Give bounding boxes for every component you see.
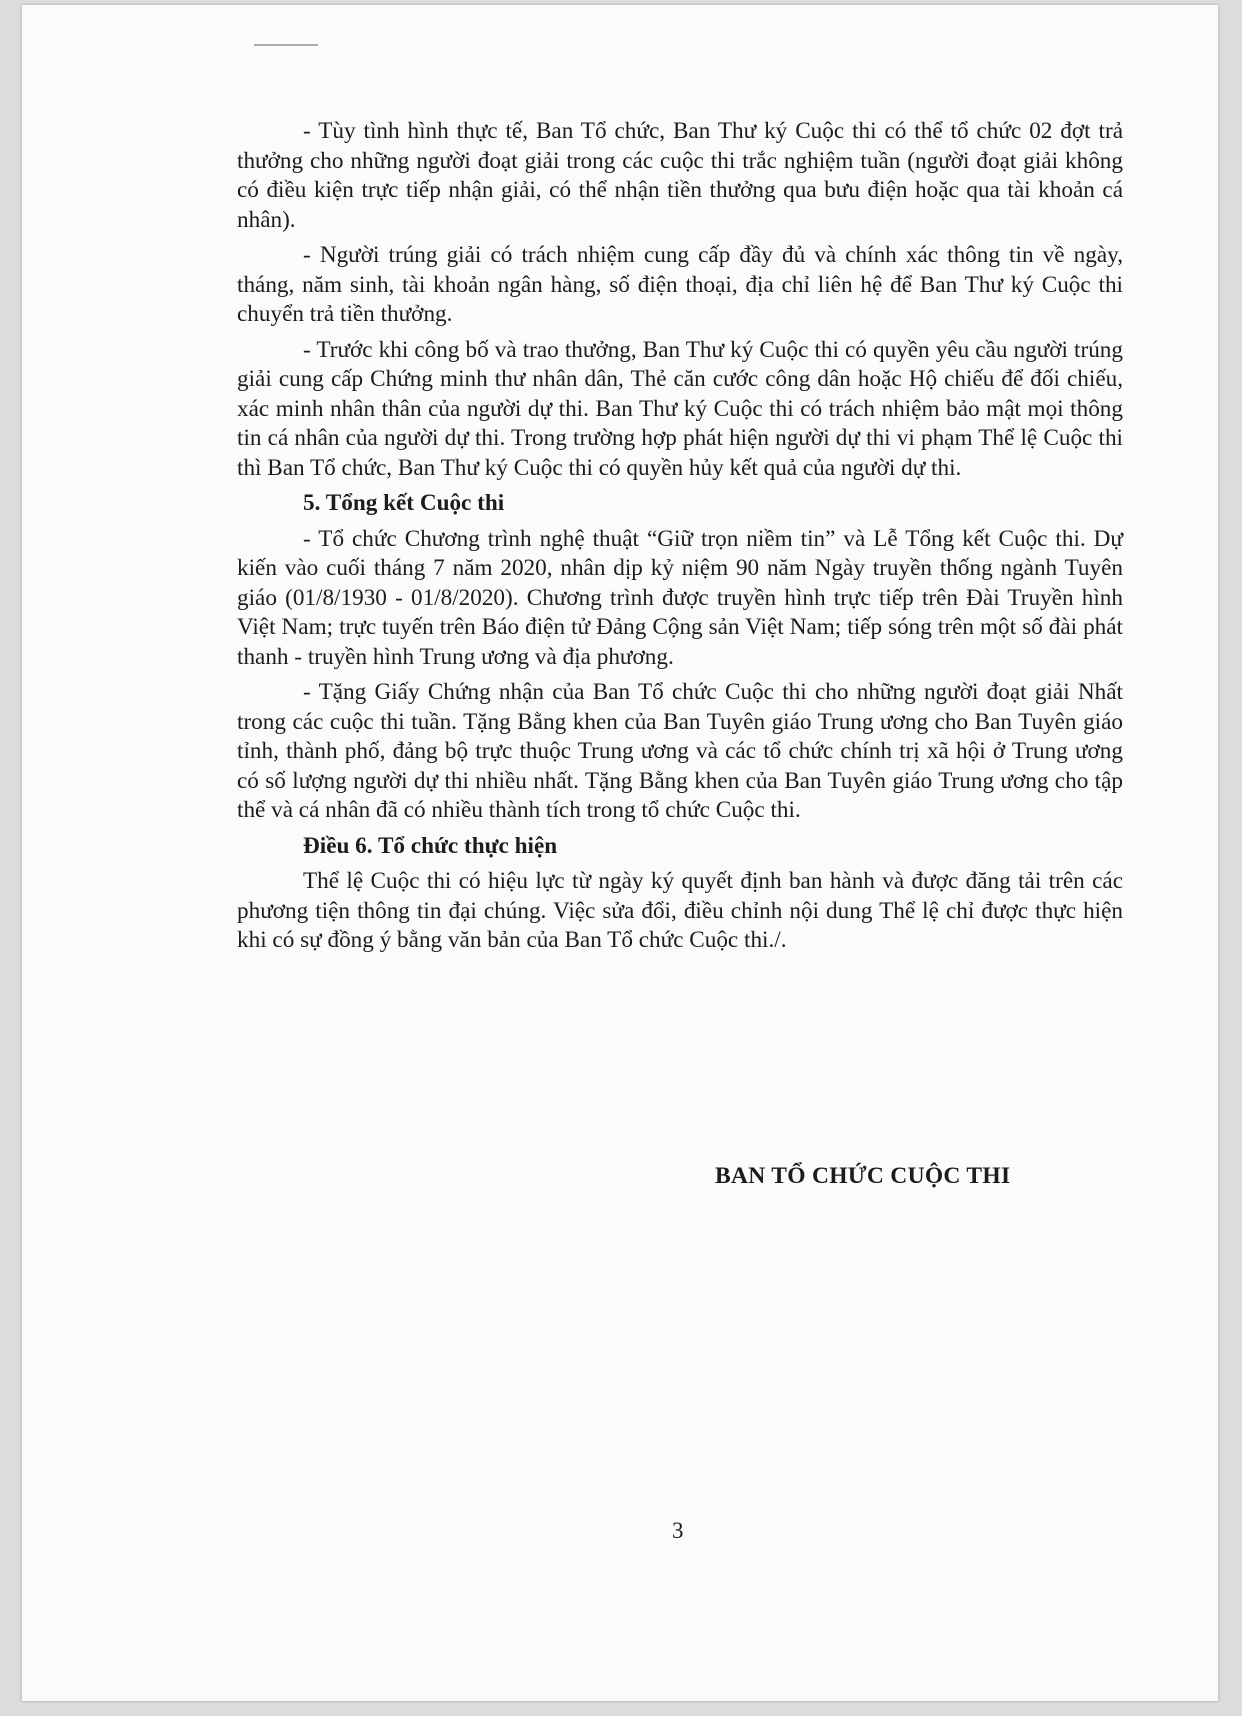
signature-block: BAN TỔ CHỨC CUỘC THI [715,1163,1011,1189]
page-number: 3 [672,1518,684,1543]
paragraph-art-program: - Tổ chức Chương trình nghệ thuật “Giữ trọn niềm tin” và Lễ Tổng kết Cuộc thi. Dự kiến vào cuối tháng 7 năm 2020, nhân dịp kỷ niệm 90 năm Ngày truyền thống ngành Tuyên giáo (01/8/1930 - 01/8/2020). Chương trình được truyền hình trực tiếp trên Đài Truyền hình Việt Nam; trực tuyến trên Báo điện tử Đảng Cộng sản Việt Nam; tiếp sóng trên một số đài phát thanh - truyền hình Trung ương và địa phương. [237,525,1123,670]
section-5-heading: 5. Tổng kết Cuộc thi [303,490,505,516]
header-divider [254,44,318,46]
paragraph-identity-verification: - Trước khi công bố và trao thưởng, Ban Thư ký Cuộc thi có quyền yêu cầu người trúng giải cung cấp Chứng minh thư nhân dân, Thẻ căn cước công dân hoặc Hộ chiếu để đối chiếu, xác minh nhân thân của người dự thi. Ban Thư ký Cuộc thi có trách nhiệm bảo mật mọi thông tin cá nhân của người dự thi. Trong trường hợp phát hiện người dự thi vi phạm Thể lệ Cuộc thi thì Ban Tổ chức, Ban Thư ký Cuộc thi có quyền hủy kết quả của người dự thi. [237,336,1123,481]
paragraph-certificates: - Tặng Giấy Chứng nhận của Ban Tổ chức Cuộc thi cho những người đoạt giải Nhất trong các cuộc thi tuần. Tặng Bằng khen của Ban Tuyên giáo Trung ương cho Ban Tuyên giáo tỉnh, thành phố, đảng bộ trực thuộc Trung ương và các tổ chức chính trị xã hội ở Trung ương có số lượng người dự thi nhiều nhất. Tặng Bằng khen của Ban Tuyên giáo Trung ương cho tập thể và cá nhân đã có nhiều thành tích trong tổ chức Cuộc thi. [237,679,1123,823]
article-6-heading: Điều 6. Tổ chức thực hiện [303,832,558,859]
document-body [237,117,1123,962]
paragraph-winner-information: - Người trúng giải có trách nhiệm cung cấp đầy đủ và chính xác thông tin về ngày, tháng, năm sinh, tài khoản ngân hàng, số điện thoại, địa chỉ liên hệ để Ban Thư ký Cuộc thi chuyển trả tiền thưởng. [237,242,1123,327]
paragraph-implementation: Thể lệ Cuộc thi có hiệu lực từ ngày ký quyết định ban hành và được đăng tải trên các phương tiện thông tin đại chúng. Việc sửa đổi, điều chỉnh nội dung Thể lệ chỉ được thực hiện khi có sự đồng ý bằng văn bản của Ban Tổ chức Cuộc thi./. [237,868,1123,953]
paragraph-award-payment: - Tùy tình hình thực tế, Ban Tổ chức, Ban Thư ký Cuộc thi có thể tổ chức 02 đợt trả thưởng cho những người đoạt giải trong các cuộc thi trắc nghiệm tuần (người đoạt giải không có điều kiện trực tiếp nhận giải, có thể nhận tiền thưởng qua bưu điện hoặc qua tài khoản cá nhân). [237,118,1123,233]
document-page [22,5,1218,1701]
